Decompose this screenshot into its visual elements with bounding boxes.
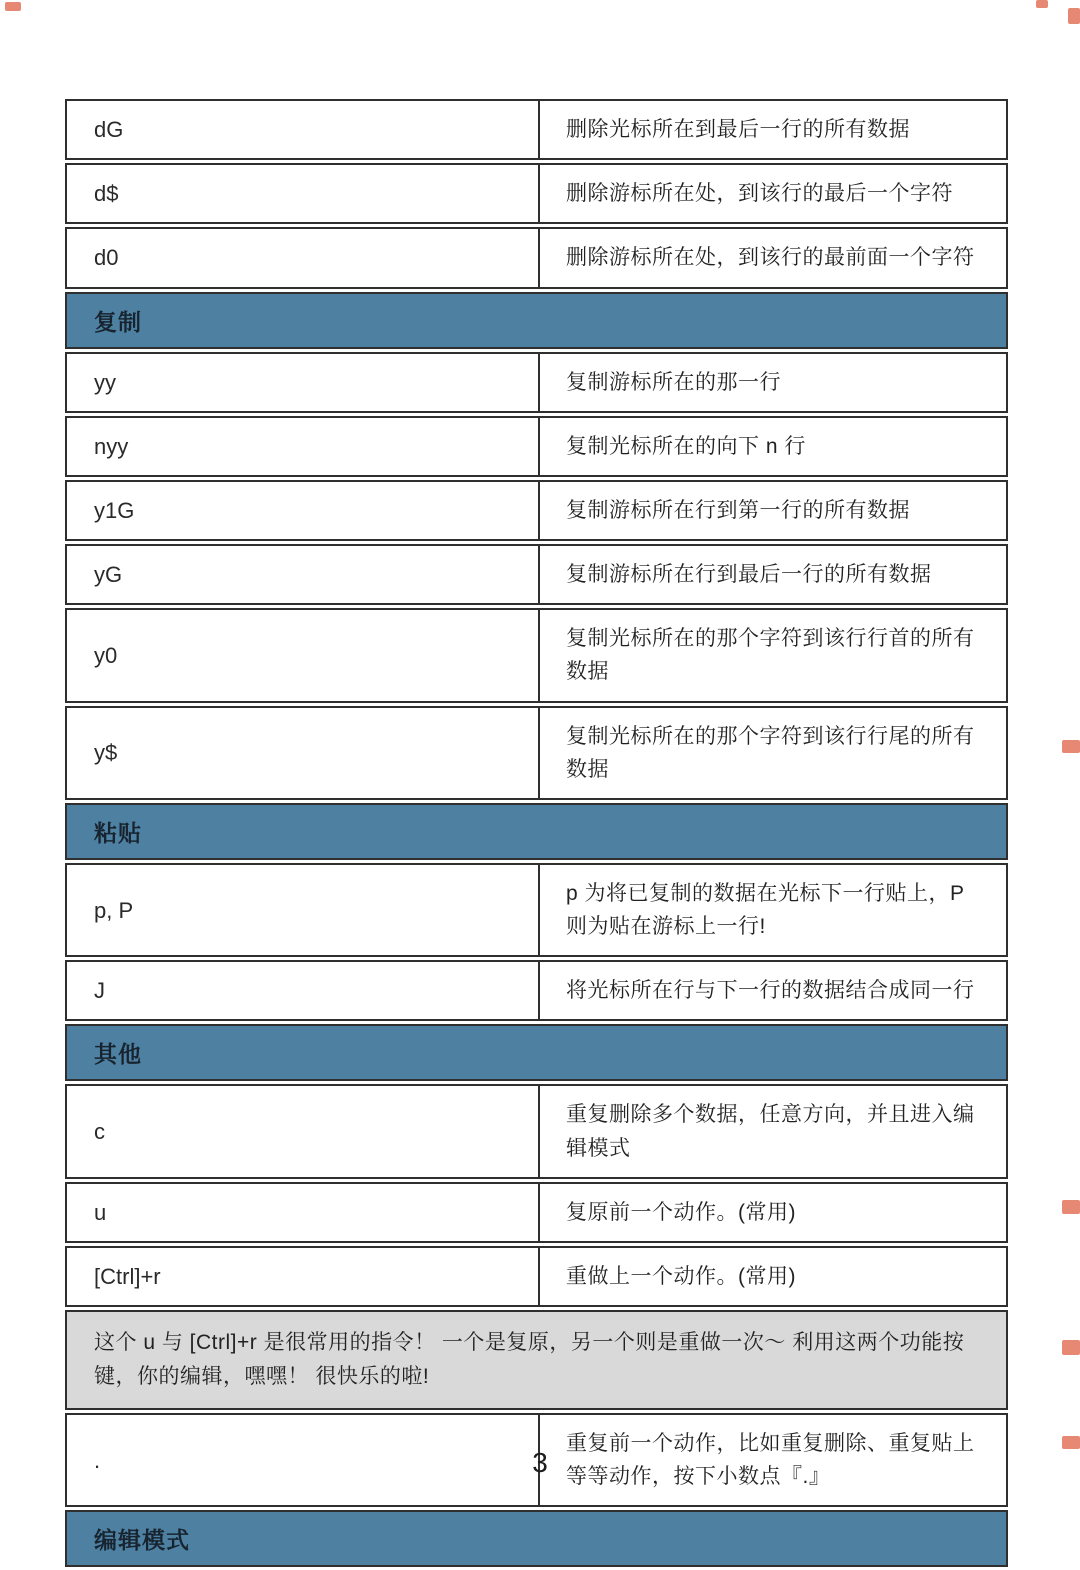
section-header-label: 编辑模式 bbox=[94, 1527, 190, 1554]
command-cell: yy bbox=[67, 354, 540, 411]
command-cell: nyy bbox=[67, 418, 540, 475]
command-table bbox=[65, 99, 1008, 1570]
command-cell: d0 bbox=[67, 229, 540, 286]
table-row bbox=[65, 706, 1008, 800]
description-cell: 删除光标所在到最后一行的所有数据 bbox=[566, 118, 910, 141]
table-row bbox=[65, 1246, 1008, 1307]
page-number: 3 bbox=[532, 1447, 548, 1478]
table-row bbox=[65, 163, 1008, 224]
description-cell: 删除游标所在处，到该行的最前面一个字符 bbox=[566, 246, 975, 270]
table-row bbox=[65, 863, 1008, 957]
section-header-row bbox=[65, 1510, 1008, 1567]
command-cell: yG bbox=[67, 546, 540, 603]
command-cell: d$ bbox=[67, 165, 540, 222]
table-row bbox=[65, 99, 1008, 160]
note-row bbox=[65, 1310, 1008, 1410]
scan-mark-right-2 bbox=[1062, 1200, 1080, 1214]
description-cell: 复原前一个动作。(常用) bbox=[566, 1200, 796, 1224]
command-cell: . bbox=[67, 1415, 540, 1505]
table-row bbox=[65, 1182, 1008, 1243]
description-cell: p 为将已复制的数据在光标下一行贴上，P 则为贴在游标上一行! bbox=[566, 881, 965, 939]
scan-mark-top-right-1 bbox=[1036, 0, 1048, 8]
description-cell: 删除游标所在处，到该行的最后一个字符 bbox=[566, 182, 953, 206]
section-header-label: 复制 bbox=[94, 308, 142, 335]
description-cell: 重复前一个动作，比如重复删除、重复贴上等等动作，按下小数点『.』 bbox=[566, 1432, 975, 1489]
description-cell: 将光标所在行与下一行的数据结合成同一行 bbox=[566, 979, 975, 1003]
table-row bbox=[65, 416, 1008, 477]
table-row bbox=[65, 1084, 1008, 1178]
table-row bbox=[65, 960, 1008, 1021]
description-cell: 复制游标所在行到第一行的所有数据 bbox=[566, 498, 910, 522]
command-cell: y$ bbox=[67, 708, 540, 798]
description-cell: 重做上一个动作。(常用) bbox=[566, 1264, 796, 1288]
note-text: 这个 u 与 [Ctrl]+r 是很常用的指令！ 一个是复原，另一个则是重做一次～ 利用这两个功能按键，你的编辑，嘿嘿！ 很快乐的啦! bbox=[94, 1331, 965, 1389]
description-cell: 重复删除多个数据，任意方向，并且进入编辑模式 bbox=[566, 1103, 975, 1160]
scan-mark-right-1 bbox=[1062, 740, 1080, 753]
section-header-label: 粘贴 bbox=[94, 819, 142, 846]
section-header-label: 其他 bbox=[94, 1041, 142, 1068]
scan-mark-top-right-2 bbox=[1068, 8, 1080, 24]
command-cell: dG bbox=[67, 101, 540, 158]
table-row bbox=[65, 227, 1008, 288]
command-cell: y1G bbox=[67, 482, 540, 539]
section-header-row bbox=[65, 292, 1008, 349]
section-header-row bbox=[65, 803, 1008, 860]
command-cell: u bbox=[67, 1184, 540, 1241]
command-cell: c bbox=[67, 1086, 540, 1176]
description-cell: 复制游标所在行到最后一行的所有数据 bbox=[566, 563, 932, 587]
command-cell: y0 bbox=[67, 610, 540, 700]
description-cell: 复制光标所在的那个字符到该行行尾的所有数据 bbox=[566, 724, 975, 781]
table-row bbox=[65, 608, 1008, 702]
description-cell: 复制游标所在的那一行 bbox=[566, 370, 781, 394]
scan-mark-right-4 bbox=[1062, 1436, 1080, 1449]
table-row bbox=[65, 352, 1008, 413]
scan-mark-top-left bbox=[5, 2, 21, 11]
description-cell: 复制光标所在的向下 n 行 bbox=[566, 434, 806, 458]
scan-mark-right-3 bbox=[1062, 1340, 1080, 1355]
command-cell: J bbox=[67, 962, 540, 1019]
command-cell: p, P bbox=[67, 865, 540, 955]
table-row bbox=[65, 480, 1008, 541]
table-row bbox=[65, 544, 1008, 605]
section-header-row bbox=[65, 1024, 1008, 1081]
description-cell: 复制光标所在的那个字符到该行行首的所有数据 bbox=[566, 627, 975, 684]
command-cell: [Ctrl]+r bbox=[67, 1248, 540, 1305]
